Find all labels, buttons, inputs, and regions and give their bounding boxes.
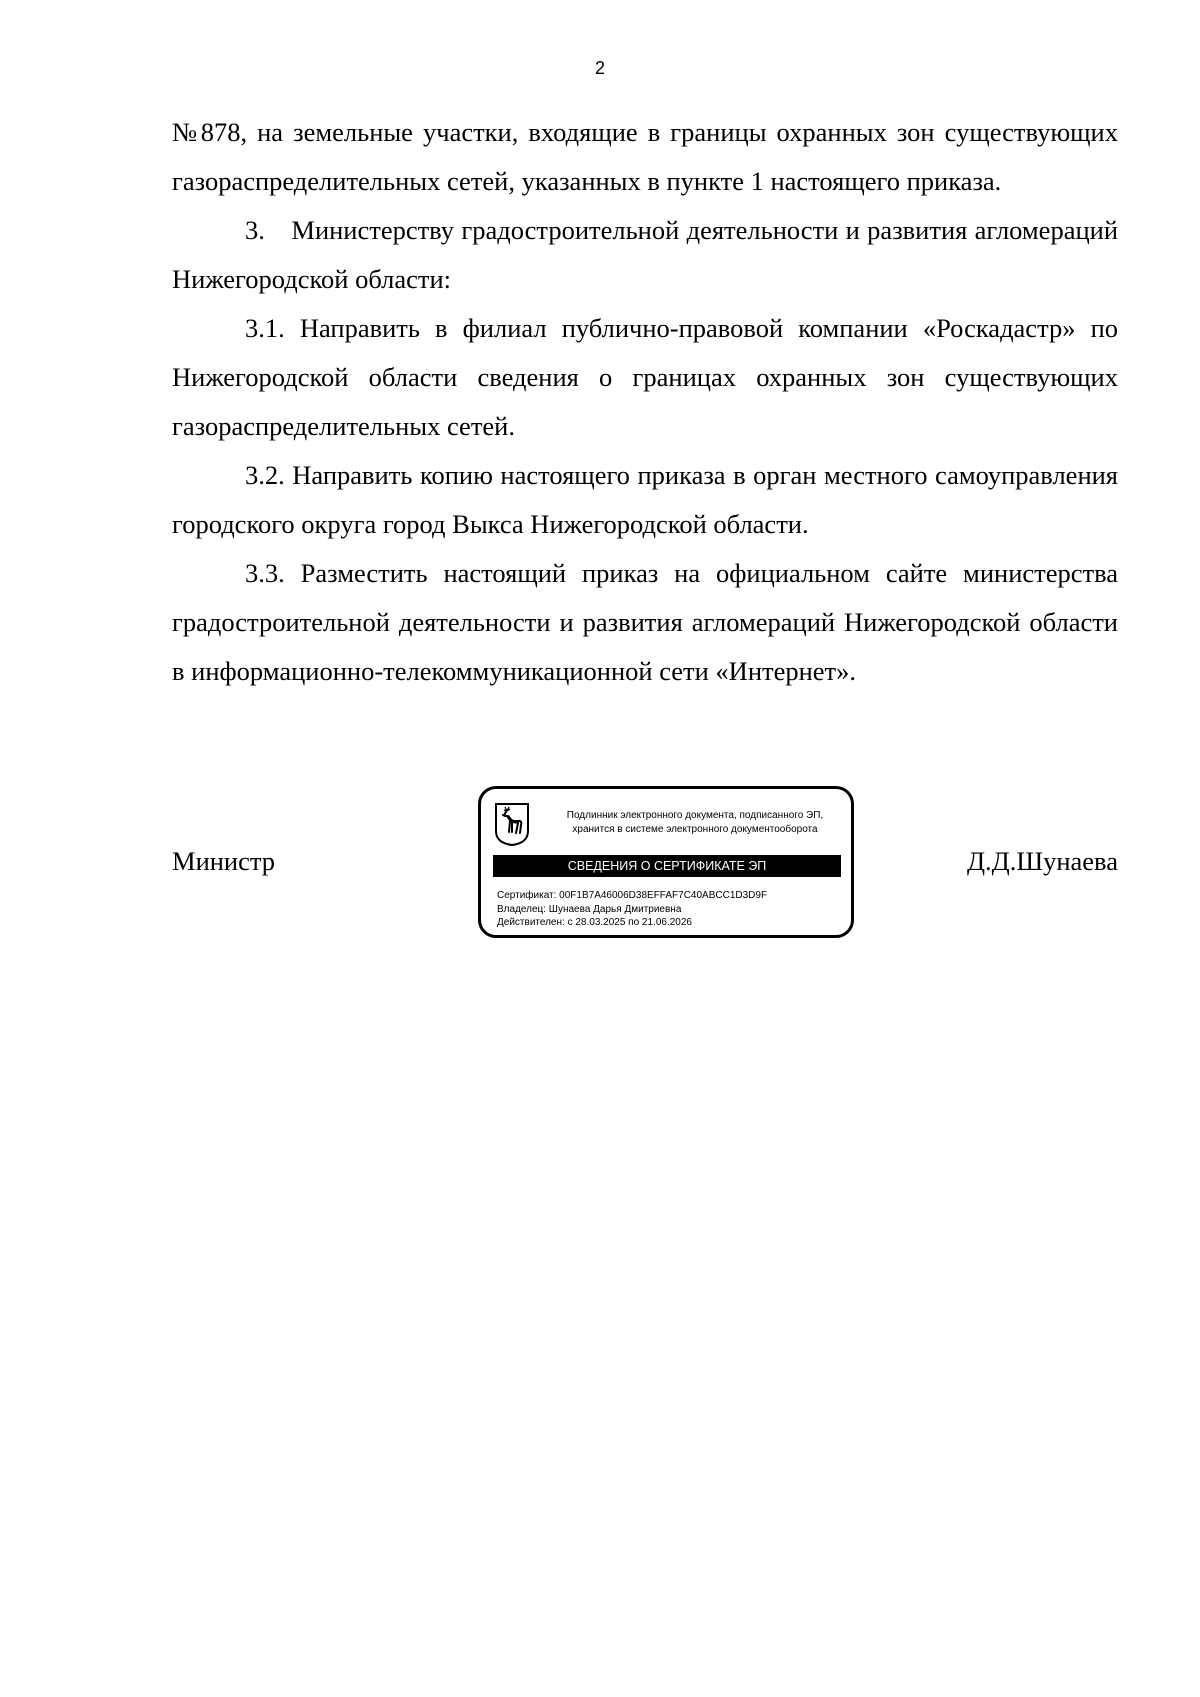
deer-emblem-icon <box>493 801 531 847</box>
document-body <box>172 108 1118 696</box>
certificate-number: Сертификат: 00F1B7A46006D38EFFAF7C40ABCC1D3D9F <box>497 890 768 901</box>
certificate-validity: Действителен: с 28.03.2025 по 21.06.2026 <box>497 917 692 928</box>
page-number: 2 <box>594 58 605 78</box>
signer-position: Министр <box>172 846 276 876</box>
paragraph-continuation: №878, на земельные участки, входящие в границы охранных зон существующих газораспределительных сетей, указанных в пункте 1 настоящего приказа. <box>172 117 1118 196</box>
signature-block <box>172 786 1118 946</box>
signer-name: Д.Д.Шунаева <box>966 846 1118 876</box>
electronic-signature-stamp <box>478 786 854 938</box>
stamp-notice <box>545 809 845 837</box>
paragraph-item-3: 3. Министерству градостроительной деятельности и развития агломераций Нижегородской области: <box>172 215 1118 294</box>
paragraph-item-3-1: 3.1. Направить в филиал публично-правовой компании «Роскадастр» по Нижегородской области сведения о границах охранных зон существующих газораспределительных сетей. <box>172 313 1118 441</box>
paragraph-item-3-2: 3.2. Направить копию настоящего приказа в орган местного самоуправления городского округа город Выкса Нижегородской области. <box>172 460 1118 539</box>
stamp-notice-line1: Подлинник электронного документа, подписанного ЭП, <box>566 810 824 821</box>
certificate-owner: Владелец: Шунаева Дарья Дмитриевна <box>497 903 682 915</box>
certificate-details <box>497 889 767 930</box>
stamp-banner: СВЕДЕНИЯ О СЕРТИФИКАТЕ ЭП <box>493 855 841 877</box>
paragraph-item-3-3: 3.3. Разместить настоящий приказ на официальном сайте министерства градостроительной деятельности и развития агломераций Нижегородской области в информационно-телекоммуникационной сети «Интернет». <box>172 558 1118 686</box>
stamp-notice-line2: хранится в системе электронного документооборота <box>572 824 818 835</box>
